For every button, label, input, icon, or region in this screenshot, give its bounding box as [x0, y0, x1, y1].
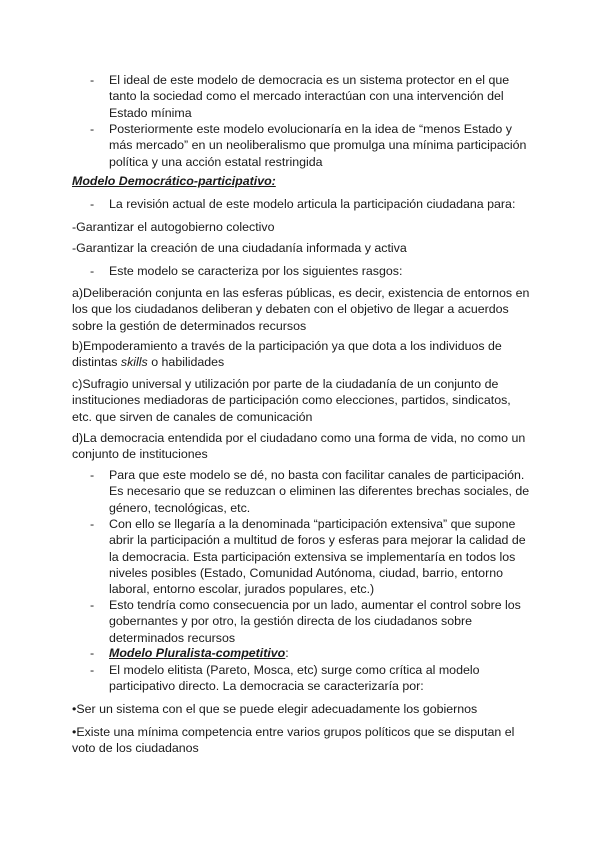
list-item-text: Posteriormente este modelo evolucionaría en la idea de “menos Estado y más mercado” en un neoliberalismo que promulga una mínima participación política y una acción estatal restringida	[109, 122, 527, 169]
list-item	[90, 121, 530, 170]
dash-marker: -	[90, 468, 95, 482]
bullet-marker: •	[72, 702, 77, 716]
list-item	[90, 72, 530, 121]
bullet-text: Existe una mínima competencia entre varios grupos políticos que se disputan el voto de los ciudadanos	[72, 725, 515, 756]
paragraph-rasgo-b	[72, 338, 532, 371]
goal-line: -Garantizar la creación de una ciudadanía informada y activa	[72, 241, 407, 255]
bullet-paragraph	[72, 701, 532, 717]
goal-line: -Garantizar el autogobierno colectivo	[72, 220, 275, 234]
list-item-text: Este modelo se caracteriza por los siguientes rasgos:	[109, 264, 403, 278]
section-heading-pluralista	[109, 645, 530, 661]
list-item-text: El modelo elitista (Pareto, Mosca, etc) surge como crítica al modelo participativo directo. La democracia se caracterizaría por:	[109, 663, 480, 694]
list-item	[90, 645, 530, 661]
list-item	[90, 263, 530, 279]
paragraph-rasgo-c: c)Sufragio universal y utilización por parte de la ciudadanía de un conjunto de instituciones mediadoras de participación como elecciones, partidos, sindicatos, etc. que sirven de canales de comunicación	[72, 377, 511, 424]
rasgo-b-text-end: o habilidades	[147, 355, 225, 370]
list-item	[90, 597, 530, 646]
dash-marker: -	[90, 264, 95, 278]
dash-marker: -	[90, 73, 95, 87]
list-item	[90, 516, 530, 597]
list-item-text: Esto tendría como consecuencia por un lado, aumentar el control sobre los gobernantes y por otro, la gestión directa de los ciudadanos sobre determinados recursos	[109, 598, 521, 645]
pluralista-heading-text: Modelo Pluralista-competitivo	[109, 646, 286, 660]
bullet-text: Ser un sistema con el que se puede elegir adecuadamente los gobiernos	[76, 702, 478, 716]
paragraph-rasgo-a: a)Deliberación conjunta en las esferas públicas, es decir, existencia de entornos en los que los ciudadanos deliberan y debaten con el objetivo de llegar a acuerdos sobre la gestión de determinados recursos	[72, 286, 530, 333]
rasgo-b-text: b)Empoderamiento a través de la participación ya que dota a los individuos de distintas	[72, 339, 502, 370]
list-item	[90, 196, 530, 212]
dash-marker: -	[90, 197, 95, 211]
list-item	[90, 467, 530, 516]
bullet-marker: •	[72, 725, 77, 739]
dash-marker: -	[90, 598, 95, 612]
dash-marker: -	[90, 517, 95, 531]
list-item-text: Para que este modelo se dé, no basta con facilitar canales de participación. Es necesario que se reduzcan o eliminen las diferentes brechas sociales, de género, tecnológicas, etc.	[109, 468, 530, 515]
paragraph-rasgo-d: d)La democracia entendida por el ciudadano como una forma de vida, no como un conjunto de instituciones	[72, 431, 526, 462]
pluralista-heading-colon: :	[285, 646, 289, 660]
list-item	[90, 662, 530, 695]
bullet-paragraph	[72, 724, 532, 757]
list-item-text: La revisión actual de este modelo articula la participación ciudadana para:	[109, 197, 516, 211]
dash-marker: -	[90, 122, 95, 136]
section-heading-participativo: Modelo Democrático-participativo:	[72, 174, 276, 188]
list-item-text: Con ello se llegaría a la denominada “participación extensiva” que supone abrir la participación a multitud de foros y esferas para mejorar la calidad de la democracia. Esta participación extensiva se implementaría en todos los niveles posibles (Estado, Comunidad Autónoma, ciudad, barrio, entorno laboral, entorno escolar, jurados populares, etc.)	[109, 517, 526, 597]
rasgo-b-emphasis: skills	[120, 355, 148, 370]
dash-marker: -	[90, 663, 95, 677]
list-item-text: El ideal de este modelo de democracia es un sistema protector en el que tanto la sociedad como el mercado interactúan con una intervención del Estado mínima	[109, 73, 510, 120]
dash-marker: -	[90, 646, 95, 660]
